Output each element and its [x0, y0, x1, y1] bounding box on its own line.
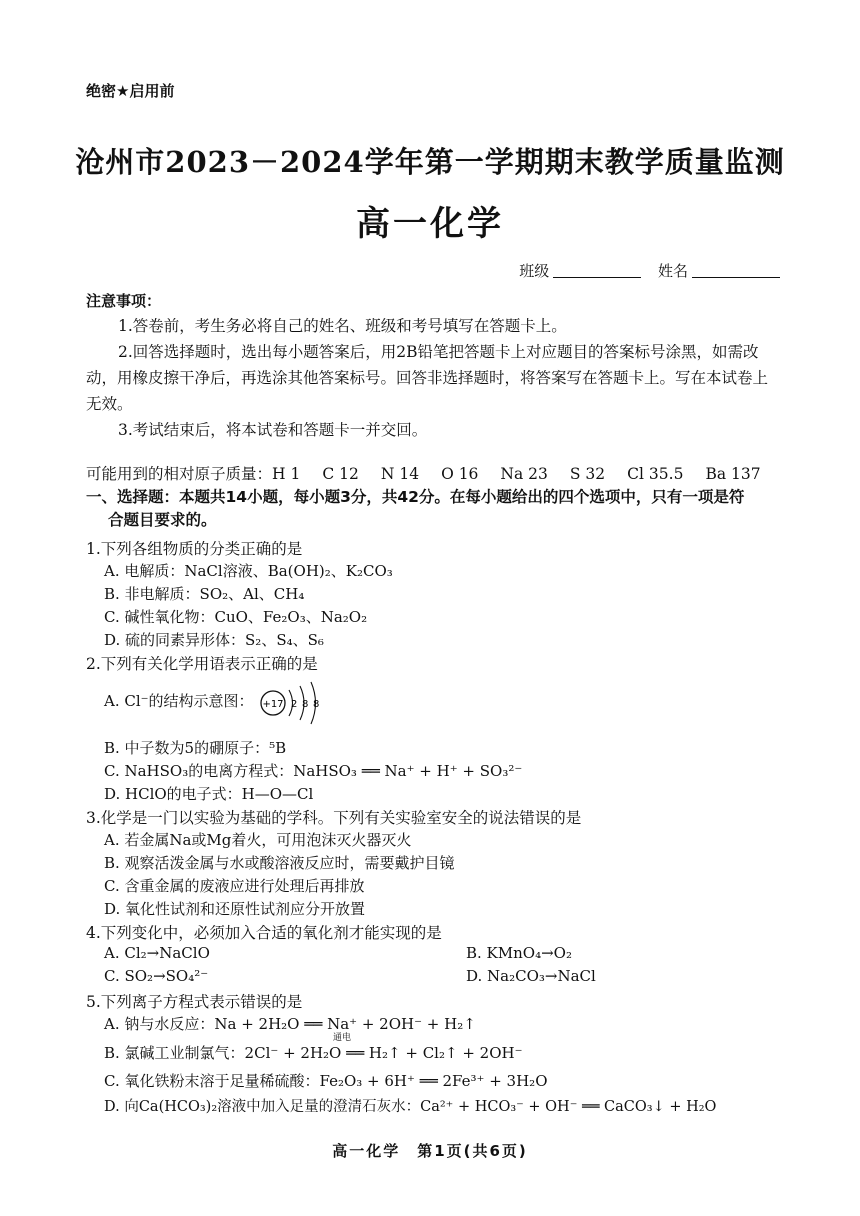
question-4-option-a[interactable]: A. Cl₂→NaClO: [104, 944, 210, 962]
question-1-option-b[interactable]: B. 非电解质：SO₂、Al、CH₄: [104, 585, 305, 603]
question-2-stem: 2.下列有关化学用语表示正确的是: [86, 655, 318, 673]
question-2-option-b[interactable]: B. 中子数为5的硼原子：⁵B: [104, 739, 287, 757]
question-1-option-a[interactable]: A. 电解质：NaCl溶液、Ba(OH)₂、K₂CO₃: [104, 562, 393, 580]
name-label: 姓名: [657, 262, 688, 280]
question-5-option-c[interactable]: C. 氧化铁粉末溶于足量稀硫酸：Fe₂O₃ + 6H⁺ ══ 2Fe³⁺ + 3H₂O: [104, 1072, 548, 1090]
question-4-stem: 4.下列变化中，必须加入合适的氧化剂才能实现的是: [86, 924, 442, 942]
chloride-ion-structure-diagram: [258, 680, 328, 726]
question-3-option-a[interactable]: A. 若金属Na或Mg着火，可用泡沫灭火器灭火: [104, 831, 412, 849]
notice-item-3: 3.考试结束后，将本试卷和答题卡一并交回。: [118, 421, 428, 439]
question-4-option-d[interactable]: D. Na₂CO₃→NaCl: [466, 967, 596, 985]
question-1-option-d[interactable]: D. 硫的同素异形体：S₂、S₄、S₆: [104, 631, 324, 649]
student-info-fields: [519, 260, 780, 281]
atomic-mass-line: 可能用到的相对原子质量：H 1 C 12 N 14 O 16 Na 23 S 32 Cl 35.5 Ba 137: [86, 465, 761, 483]
question-4-option-b[interactable]: B. KMnO₄→O₂: [466, 944, 572, 962]
section-heading: 一、选择题：本题共14小题，每小题3分，共42分。在每小题给出的四个选项中，只有一项是符 合题目要求的。: [86, 488, 745, 529]
shell-3-count: 8: [313, 699, 320, 710]
notice-heading: 注意事项：: [86, 292, 162, 310]
page-footer: 高一化学 第1页(共6页): [332, 1142, 528, 1160]
nucleus-charge: +17: [262, 699, 284, 710]
class-blank[interactable]: [553, 263, 641, 278]
exam-title: 沧州市2023－2024学年第一学期期末教学质量监测: [75, 145, 785, 179]
question-5-stem: 5.下列离子方程式表示错误的是: [86, 993, 303, 1011]
question-3-option-c[interactable]: C. 含重金属的废液应进行处理后再排放: [104, 877, 365, 895]
question-5-option-d[interactable]: D. 向Ca(HCO₃)₂溶液中加入足量的澄清石灰水：Ca²⁺ + HCO₃⁻ + OH⁻ ══ CaCO₃↓ + H₂O: [104, 1099, 717, 1115]
notice-item-1: 1.答卷前，考生务必将自己的姓名、班级和考号填写在答题卡上。: [118, 317, 567, 335]
question-1-stem: 1.下列各组物质的分类正确的是: [86, 540, 303, 558]
question-4-option-c[interactable]: C. SO₂→SO₄²⁻: [104, 967, 209, 985]
exam-subject: 高一化学: [356, 204, 504, 244]
notice-item-2: 2.回答选择题时，选出每小题答案后，用2B铅笔把答题卡上对应题目的答案标号涂黑，如需改动，用橡皮擦干净后，再选涂其他答案标号。回答非选择题时，将答案写在答题卡上。写在本试卷上无效。: [86, 343, 769, 413]
question-3-option-d[interactable]: D. 氧化性试剂和还原性试剂应分开放置: [104, 900, 366, 918]
electrolysis-condition: 通电: [333, 1033, 352, 1043]
confidential-mark: 绝密★启用前: [86, 82, 175, 100]
question-5-option-a[interactable]: A. 钠与水反应：Na + 2H₂O ══ Na⁺ + 2OH⁻ + H₂↑: [104, 1015, 476, 1033]
question-3-stem: 3.化学是一门以实验为基础的学科。下列有关实验室安全的说法错误的是: [86, 809, 582, 827]
question-1-option-c[interactable]: C. 碱性氧化物：CuO、Fe₂O₃、Na₂O₂: [104, 608, 368, 626]
question-2-option-a[interactable]: A. Cl⁻的结构示意图：: [104, 692, 254, 710]
question-3-option-b[interactable]: B. 观察活泼金属与水或酸溶液反应时，需要戴护目镜: [104, 854, 455, 872]
question-5-option-b[interactable]: B. 氯碱工业制氯气：2Cl⁻ + 2H₂O ══ H₂↑ + Cl₂↑ + 2OH⁻: [104, 1044, 523, 1062]
name-blank[interactable]: [692, 263, 780, 278]
question-2-option-c[interactable]: C. NaHSO₃的电离方程式：NaHSO₃ ══ Na⁺ + H⁺ + SO₃²⁻: [104, 762, 523, 780]
shell-2-count: 8: [302, 699, 309, 710]
atomic-mass-label: 可能用到的相对原子质量：: [86, 465, 273, 483]
shell-1-count: 2: [291, 699, 298, 710]
class-label: 班级: [519, 262, 550, 280]
question-2-option-d[interactable]: D. HClO的电子式：H—O—Cl: [104, 785, 314, 803]
